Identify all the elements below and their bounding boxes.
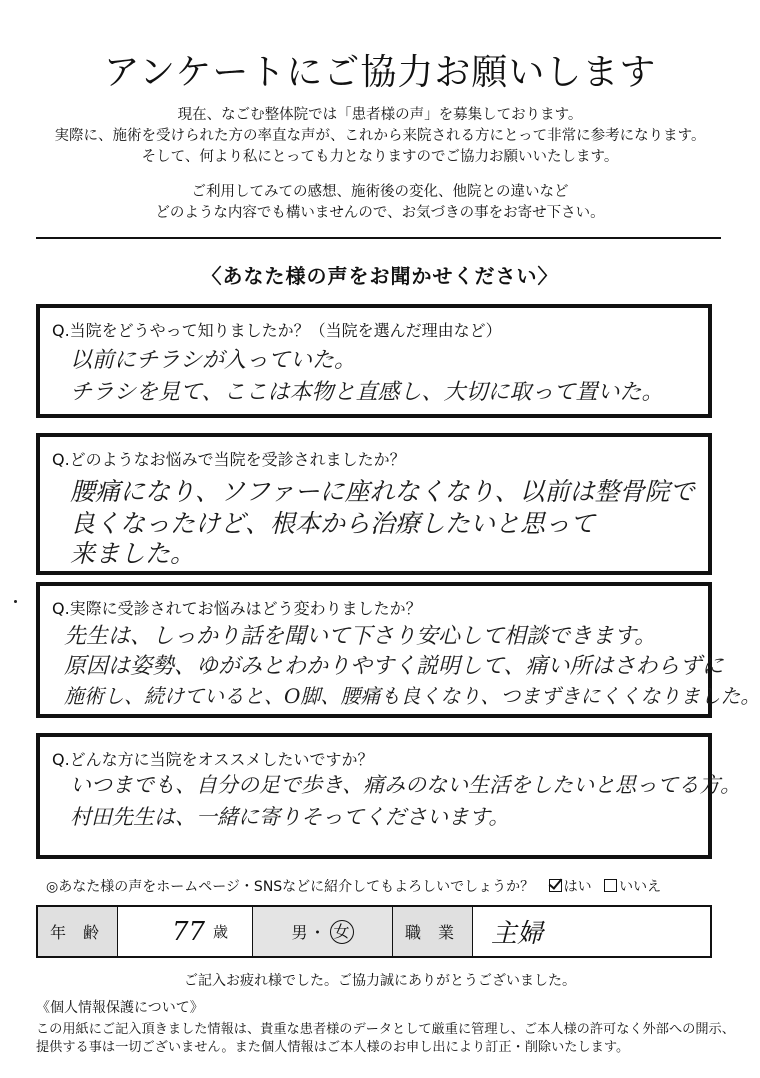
consent-yes-label: はい	[563, 879, 592, 895]
gender-male: 男	[291, 923, 310, 942]
privacy-heading: 《個人情報保護について》	[36, 1000, 204, 1016]
question-label: Q.どのようなお悩みで当院を受診されましたか？	[52, 450, 406, 469]
question-label: Q.どんな方に当院をオススメしたいですか？	[52, 750, 374, 769]
question-label: Q.実際に受診されてお悩みはどう変わりましたか？	[52, 599, 422, 618]
age-value: 77	[171, 916, 206, 947]
intro-line-3: そして、何より私にとっても力となりますのでご協力お願いいたします。	[141, 149, 619, 165]
job-cell	[473, 907, 710, 956]
thanks-message: ご記入お疲れ様でした。ご協力誠にありがとうございました。	[184, 973, 576, 989]
intro-line-1: 現在、なごむ整体院では「患者様の声」を募集しております。	[177, 107, 583, 123]
page-title: アンケートにご協力お願いします	[103, 52, 657, 93]
question-label: Q.当院をどうやって知りましたか？（当院を選んだ理由など）	[52, 321, 502, 340]
job-value: 主婦	[491, 919, 544, 949]
respondent-info-table	[36, 905, 712, 958]
consent-no-label: いいえ	[619, 879, 662, 895]
age-label: 年 齢	[38, 907, 118, 956]
answer-line: 施術し、続けていると、O脚、腰痛も良くなり、つまずきにくくなりました。	[64, 684, 760, 708]
answer-line: 原因は姿勢、ゆがみとわかりやすく説明して、痛い所はさわらずに	[64, 654, 724, 679]
checkbox-empty-icon[interactable]	[604, 879, 617, 892]
age-unit: 歳	[213, 923, 229, 941]
consent-question: ◎あなた様の声をホームページ・SNSなどに紹介してもよろしいでしょうか？	[46, 879, 535, 895]
privacy-line-1: この用紙にご記入頂きました情報は、貴重な患者様のデータとして厳重に管理し、ご本人様の許可なく外部への開示、	[36, 1022, 735, 1037]
gender-female-circled: 女	[330, 920, 354, 944]
answer-line: 来ました。	[70, 539, 196, 568]
intro-line-2: 実際に、施術を受けられた方の率直な声が、これから来院される方にとって非常に参考になります。	[54, 128, 706, 144]
answer-line: 腰痛になり、ソファーに座れなくなり、以前は整骨院で	[70, 477, 695, 506]
question-box-1	[36, 304, 712, 418]
question-box-2	[36, 433, 712, 575]
answer-line: 先生は、しっかり話を聞いて下さり安心して相談できます。	[64, 624, 657, 649]
consent-row	[46, 876, 661, 896]
intro-line-4: ご利用してみての感想、施術後の変化、他院との違いなど	[191, 184, 569, 200]
gender-cell	[253, 907, 393, 956]
section-heading: 〈あなた様の声をお聞かせください〉	[201, 264, 559, 288]
job-label: 職 業	[393, 907, 473, 956]
gender-separator: ・	[309, 923, 328, 942]
question-box-3	[36, 582, 760, 718]
answer-line: チラシを見て、ここは本物と直感し、大切に取って置いた。	[70, 380, 664, 405]
scan-speck	[14, 600, 17, 603]
checkbox-checked-icon[interactable]	[549, 879, 562, 892]
answer-line: 良くなったけど、根本から治療したいと思って	[70, 509, 596, 538]
answer-line: いつまでも、自分の足で歩き、痛みのない生活をしたいと思ってる方。	[70, 773, 742, 797]
answer-line: 村田先生は、一緒に寄りそってくださいます。	[70, 805, 510, 829]
answer-line: 以前にチラシが入っていた。	[70, 348, 357, 373]
privacy-line-2: 提供する事は一切ございません。また個人情報はご本人様のお申し出により訂正・削除いたします。	[36, 1040, 630, 1055]
question-box-4	[36, 733, 742, 859]
age-cell	[118, 907, 253, 956]
consent-no[interactable]	[604, 879, 661, 895]
intro-line-5: どのような内容でも構いませんので、お気づきの事をお寄せ下さい。	[155, 205, 605, 221]
consent-yes[interactable]	[549, 879, 596, 895]
divider	[36, 237, 721, 239]
